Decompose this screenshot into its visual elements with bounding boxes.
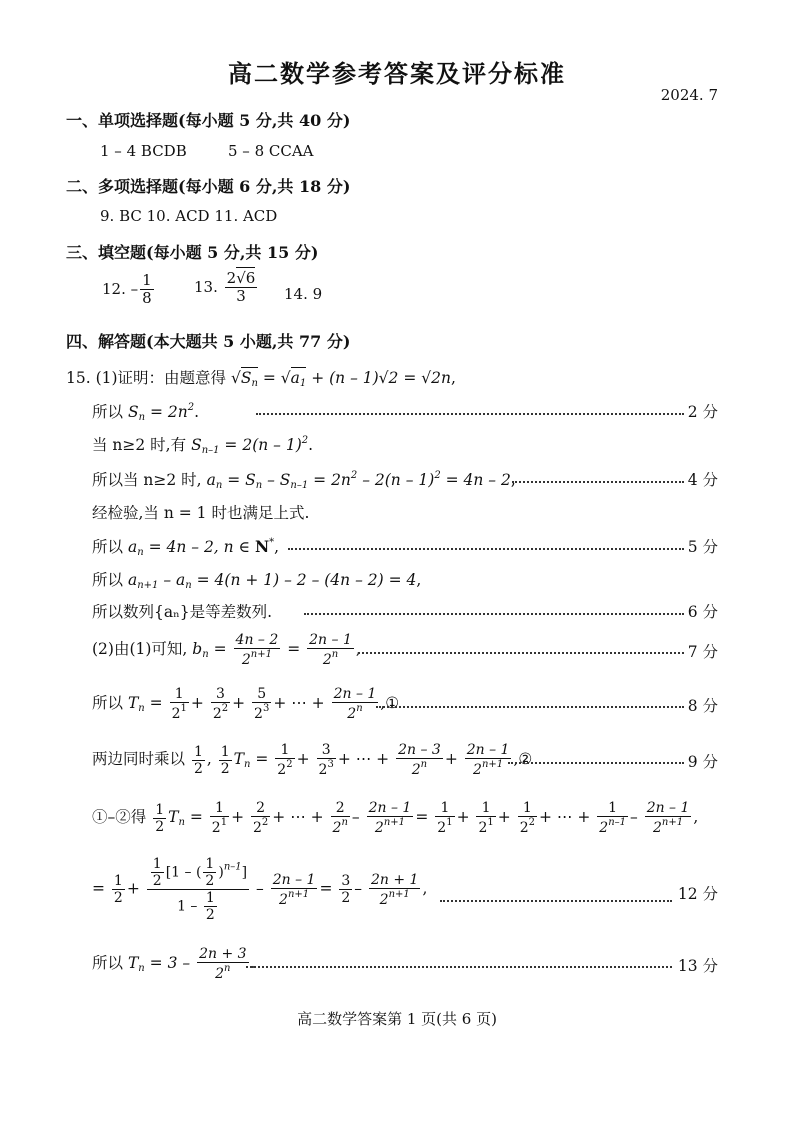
leader-dots (358, 652, 684, 654)
answers-1-4: 1 – 4 BCDB (100, 142, 187, 160)
q15-line-3-text: 当 n≥2 时,有 (92, 436, 187, 454)
score-6: 6 分 (687, 603, 718, 621)
q15-line-8: 所以数列{aₙ}是等差数列. (92, 603, 273, 621)
leader-dots (440, 900, 672, 902)
answers-9-11: 9. BC 10. ACD 11. ACD (100, 207, 278, 225)
q15-line-1: 15. (1)证明：由题意得 $√S_n = √a_1 + (n - 1)√2 = √2n$, (66, 369, 456, 389)
page-footer: 高二数学答案第 1 页(共 6 页) (297, 1010, 497, 1028)
q15-line-9: (2)由(1)可知, $b_n$ = $\frac{4n - 2}{2^{n+1}}$ = $\frac{2n - 1}{2^n}$ , (92, 632, 361, 669)
section-1-heading: 一、单项选择题(每小题 5 分,共 40 分) (66, 111, 351, 130)
q15-line-11: 两边同时乘以 $\frac{1}{2}$ , $\frac{1}{2}$ $T_n$ = $\frac{1}{2^2}$ + $\frac{3}{2^3}$ + ⋯ + $\frac{2n - 3}{2^n}$ + $\frac{2n - 1}{2^{n+1}}$ ,② (92, 742, 533, 779)
q15-line-12: ①–②得 $\frac{1}{2}$ $T_n$ = $\frac{1}{2^1}$ + $\frac{2}{2^2}$ + ⋯ + $\frac{2}{2^n}$ – $\frac{2n - 1}{2^{n+1}}$ = $\frac{1}{2^1}$ + $\frac{1}{2^1}$ + $\frac{1}{2^2}$ + ⋯ + $\frac{1}{2^{n-1}}$ – $\frac{2n - 1}{2^{n+1}}$ , (92, 800, 699, 837)
answer-14: 14. 9 (284, 285, 323, 303)
score-13: 13 分 (677, 957, 718, 975)
score-4: 4 分 (687, 471, 718, 489)
score-5: 5 分 (687, 538, 718, 556)
score-2: 2 分 (687, 403, 718, 421)
q15-line-2: 所以 $S_n = 2n^2$. (92, 402, 200, 423)
q15-line-7-text: 所以 (92, 571, 124, 589)
answers-5-8: 5 – 8 CCAA (228, 142, 314, 160)
leader-dots (376, 706, 684, 708)
q15-line-5: 经检验,当 n = 1 时也满足上式. (92, 504, 310, 522)
q15-line-7: 所以 $a_{n+1} - a_n = 4(n + 1) - 2 - (4n - 2) = 4$, (92, 571, 422, 591)
section-3-heading: 三、填空题(每小题 5 分,共 15 分) (66, 243, 319, 262)
score-7: 7 分 (687, 643, 718, 661)
q15-line-6: 所以 $a_n = 4n - 2$, n ∈ N*, (92, 537, 280, 558)
q15-line-14-text: 所以 (92, 954, 124, 973)
section-2-heading: 二、多项选择题(每小题 6 分,共 18 分) (66, 177, 351, 196)
q15-line-3: 当 n≥2 时,有 $S_{n-1} = 2(n - 1)^2$. (92, 435, 314, 456)
answer-12-label: 12. (102, 279, 126, 298)
score-9: 9 分 (687, 753, 718, 771)
answer-13-label: 13. (194, 277, 218, 296)
q15-line-9-text: (2)由(1)可知, (92, 640, 188, 659)
score-8: 8 分 (687, 697, 718, 715)
q15-line-4-text: 所以当 n≥2 时, (92, 471, 202, 489)
leader-dots (304, 613, 684, 615)
q15-line-4: 所以当 n≥2 时, $a_n = S_n - S_{n-1} = 2n^2 - 2(n - 1)^2 = 4n - 2$, (92, 470, 516, 491)
q15-line-6-text: 所以 (92, 538, 124, 556)
leader-dots (246, 966, 672, 968)
q15-line-12-text: ①–②得 (92, 808, 147, 827)
q15-line-11-text: 两边同时乘以 (92, 750, 186, 769)
page-title: 高二数学参考答案及评分标准 (228, 59, 566, 88)
leader-dots (288, 548, 684, 550)
q15-line-2-text: 所以 (92, 403, 124, 421)
q15-line-10: 所以 $T_n$ = $\frac{1}{2^1}$ + $\frac{3}{2^2}$ + $\frac{5}{2^3}$ + ⋯ + $\frac{2n - 1}{2^n}$ ,① (92, 686, 400, 723)
answer-12: 12. – $\frac{1}{8}$ (102, 271, 152, 308)
q15-line-14: 所以 $T_n = 3$ – $\frac{2n + 3}{2^n}$ . (92, 946, 256, 983)
section-4-heading: 四、解答题(本大题共 5 小题,共 77 分) (66, 332, 351, 351)
leader-dots (508, 762, 684, 764)
score-12: 12 分 (677, 885, 718, 903)
q15-line-1-text: 15. (1)证明：由题意得 (66, 369, 227, 387)
leader-dots (256, 413, 684, 415)
answer-13: 13. $\frac{2√6}{3}$ (194, 269, 256, 306)
leader-dots (512, 481, 684, 483)
q15-line-10-text: 所以 (92, 694, 124, 713)
date: 2024. 7 (660, 86, 718, 104)
q15-line-13: = $\frac{1}{2}$ + $\frac{1}{2}$ [1 – ( $\frac{1}{2}$ )$^{n-1}$] 1 – $\frac{1}{2}$ – $\frac{2n - 1}{2^{n+1}}$ = $\frac{3}{2}$ – $\frac{2n + 1}{2^{n+1}}$ , (92, 856, 428, 924)
